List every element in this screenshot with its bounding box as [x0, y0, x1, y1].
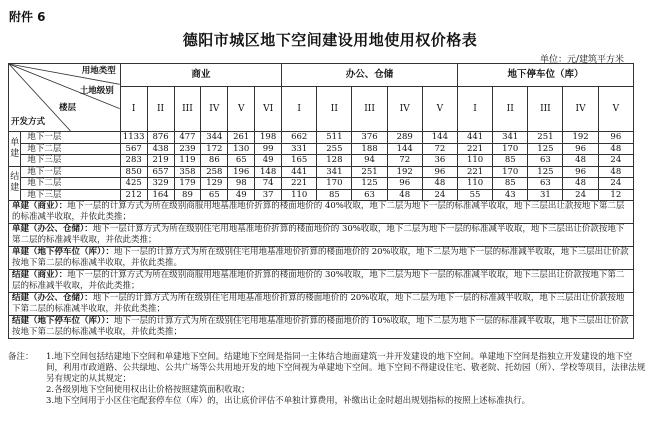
table-row	[9, 143, 634, 155]
floor-label: 楼层	[59, 103, 77, 113]
price-cell: 170	[317, 178, 352, 190]
grade-header: IV	[201, 87, 228, 132]
price-cell: 48	[563, 155, 598, 167]
floor-cell: 地下一层	[21, 132, 120, 144]
price-cell: 876	[147, 132, 174, 144]
grade-header: VI	[255, 87, 282, 132]
price-cell: 63	[528, 155, 563, 167]
price-cell: 376	[352, 132, 387, 144]
price-cell: 438	[147, 143, 174, 155]
price-cell: 86	[201, 155, 228, 167]
note-row	[9, 293, 634, 316]
price-cell: 251	[352, 166, 387, 178]
price-cell: 219	[147, 155, 174, 167]
price-cell: 96	[563, 143, 598, 155]
price-cell: 128	[317, 155, 352, 167]
price-cell: 850	[120, 166, 147, 178]
attachment-label: 附件 6	[9, 10, 46, 24]
note-label: 结建（地下停车位（库））：	[12, 316, 115, 326]
unit-label: 单位：元/建筑平方米	[539, 55, 624, 65]
price-cell: 31	[528, 189, 563, 201]
grade-header: I	[282, 87, 317, 132]
price-cell: 221	[282, 178, 317, 190]
price-cell: 258	[201, 166, 228, 178]
remark-item: 3.地下空间用于小区住宅配套停车位（库）的，出让底价评估不单独计算费用，补缴出让金时超出规划指标的按照上述标准执行。	[46, 396, 531, 406]
price-table-body	[9, 132, 634, 201]
document-title: 德阳市城区地下空间建设用地使用权价格表	[182, 31, 478, 49]
price-cell: 130	[228, 143, 255, 155]
price-cell: 48	[598, 143, 633, 155]
note-row	[9, 224, 634, 247]
price-cell: 110	[457, 178, 492, 190]
table-row	[9, 178, 634, 190]
price-cell: 125	[352, 178, 387, 190]
floor-cell: 地下二层	[21, 178, 120, 190]
price-cell: 441	[457, 132, 492, 144]
price-cell: 125	[528, 143, 563, 155]
price-cell: 196	[228, 166, 255, 178]
price-cell: 125	[528, 166, 563, 178]
grade-header: II	[317, 87, 352, 132]
floor-cell: 地下一层	[21, 166, 120, 178]
price-cell: 329	[147, 178, 174, 190]
note-text: 地下一层的计算方式为所在级别住宅用地基准地价折算的楼面地价的 20%收取，地下二层为地下一层的标准减半收取，地下三层出让价款按地下第二层的标准减半收取，并依此类推。	[12, 247, 629, 268]
price-cell: 251	[528, 132, 563, 144]
price-cell: 165	[282, 155, 317, 167]
price-cell: 179	[174, 178, 201, 190]
note-row	[9, 201, 634, 224]
price-cell: 85	[317, 189, 352, 201]
land-grade-label: 土地级别	[79, 86, 114, 96]
note-label: 单建（商业）：	[12, 201, 68, 211]
notes-body	[9, 201, 634, 339]
price-cell: 441	[282, 166, 317, 178]
grade-header: V	[228, 87, 255, 132]
price-cell: 144	[387, 143, 422, 155]
grade-header: IV	[563, 87, 598, 132]
price-cell: 12	[598, 189, 633, 201]
price-cell: 164	[147, 189, 174, 201]
price-cell: 43	[493, 189, 528, 201]
price-cell: 48	[422, 178, 457, 190]
note-cell	[9, 247, 634, 270]
price-cell: 144	[422, 132, 457, 144]
dev-mode-cell: 单建	[9, 132, 21, 167]
dev-mode-label: 开发方式	[11, 117, 46, 127]
price-cell: 85	[493, 155, 528, 167]
price-cell: 85	[493, 178, 528, 190]
price-cell: 37	[255, 189, 282, 201]
dev-mode-cell: 结建	[9, 166, 21, 201]
price-cell: 48	[387, 189, 422, 201]
group-parking: 地下停车位（库）	[457, 64, 633, 87]
price-cell: 98	[228, 178, 255, 190]
price-cell: 188	[352, 143, 387, 155]
price-cell: 24	[598, 178, 633, 190]
price-cell: 89	[174, 189, 201, 201]
price-cell: 477	[174, 132, 201, 144]
price-cell: 192	[563, 132, 598, 144]
grade-header: V	[598, 87, 633, 132]
price-cell: 358	[174, 166, 201, 178]
note-row	[9, 316, 634, 339]
grade-header: V	[422, 87, 457, 132]
group-commercial: 商业	[120, 64, 281, 87]
price-cell: 65	[201, 189, 228, 201]
price-cell: 24	[563, 189, 598, 201]
note-row	[9, 247, 634, 270]
price-cell: 119	[174, 155, 201, 167]
price-cell: 511	[317, 132, 352, 144]
price-cell: 172	[201, 143, 228, 155]
price-cell: 283	[120, 155, 147, 167]
price-cell: 662	[282, 132, 317, 144]
price-cell: 49	[228, 189, 255, 201]
price-cell: 170	[493, 166, 528, 178]
price-cell: 221	[457, 166, 492, 178]
price-cell: 24	[422, 189, 457, 201]
price-cell: 148	[255, 166, 282, 178]
price-cell: 212	[120, 189, 147, 201]
price-cell: 657	[147, 166, 174, 178]
note-cell	[9, 293, 634, 316]
note-cell	[9, 316, 634, 339]
table-row	[9, 166, 634, 178]
price-cell: 72	[422, 143, 457, 155]
note-text: 地下一层的计算方式为所在级别住宅用地基准地价折算的楼面地价的 10%收取，地下二层为地下一层的标准减半收取，地下三层出让价款按地下第二层的标准减半收取，并依此类推；	[12, 316, 629, 337]
floor-cell: 地下三层	[21, 189, 120, 201]
price-cell: 36	[422, 155, 457, 167]
note-label: 单建（地下停车位（库））：	[12, 247, 115, 257]
price-cell: 221	[457, 143, 492, 155]
header-corner-cell	[9, 64, 121, 132]
price-cell: 55	[457, 189, 492, 201]
table-row	[9, 189, 634, 201]
price-cell: 425	[120, 178, 147, 190]
floor-cell: 地下二层	[21, 143, 120, 155]
price-cell: 129	[201, 178, 228, 190]
table-row	[9, 155, 634, 167]
price-cell: 72	[387, 155, 422, 167]
remark-item: 2.各级别地下空间使用权出让价格按照建筑面积收取；	[46, 385, 250, 395]
price-cell: 74	[255, 178, 282, 190]
grade-header: I	[120, 87, 147, 132]
price-cell: 239	[174, 143, 201, 155]
price-cell: 99	[255, 143, 282, 155]
remarks	[8, 352, 648, 407]
price-cell: 96	[387, 178, 422, 190]
price-cell: 48	[563, 178, 598, 190]
price-cell: 48	[598, 166, 633, 178]
note-label: 结建（办公、仓储）：	[12, 293, 93, 303]
price-cell: 63	[528, 178, 563, 190]
floor-cell: 地下三层	[21, 155, 120, 167]
note-cell	[9, 224, 634, 247]
price-cell: 94	[352, 155, 387, 167]
price-cell: 192	[387, 166, 422, 178]
grade-header: II	[147, 87, 174, 132]
group-office-storage: 办公、仓储	[282, 64, 458, 87]
note-text: 地下一层的计算方式为所在级别商服用地基准地价折算的楼面地价的 40%收取，地下二层为地下一层的标准减半收取，地下三层出让款按地下第二层的标准减半收取，并依此类推；	[12, 201, 625, 222]
price-cell: 341	[317, 166, 352, 178]
remarks-label: 备注：	[8, 352, 34, 362]
grade-header: II	[493, 87, 528, 132]
grade-header: III	[174, 87, 201, 132]
note-row	[9, 270, 634, 293]
land-type-label: 用地类型	[81, 66, 116, 76]
grade-header: IV	[387, 87, 422, 132]
price-cell: 289	[387, 132, 422, 144]
grade-header: III	[352, 87, 387, 132]
price-cell: 96	[563, 166, 598, 178]
price-cell: 24	[598, 155, 633, 167]
price-cell: 110	[282, 189, 317, 201]
note-text: 地下一层计算方式为所在级别住宅用地基准地价折算的楼面地价的 30%收取，地下二层为地下一层的标准减半收取，地下三层出让价款按地下第二层的标准减半收取，并依此类推；	[12, 224, 625, 245]
grade-header: III	[528, 87, 563, 132]
price-table	[8, 63, 634, 339]
note-label: 结建（商业）：	[12, 270, 68, 280]
table-row	[9, 132, 634, 144]
grade-header: I	[457, 87, 492, 132]
price-cell: 198	[255, 132, 282, 144]
price-cell: 261	[228, 132, 255, 144]
price-cell: 110	[457, 155, 492, 167]
price-cell: 96	[598, 132, 633, 144]
note-label: 单建（办公、仓储）：	[12, 224, 93, 234]
price-cell: 65	[228, 155, 255, 167]
note-cell	[9, 270, 634, 293]
note-text: 地下一层的计算方式为所在级别住宅用地基准地价折算的楼面地价的 20%收取，地下二层为地下一层的标准减半收取，地下三层出让价款按地下第二层的标准减半收取，并依此类推；	[12, 293, 625, 314]
price-cell: 170	[493, 143, 528, 155]
note-cell	[9, 201, 634, 224]
note-text: 地下一层的计算方式为所在级别商服用地基准地价折算的楼面地价的 30%收取，地下二层为地下一层的标准减半收取，地下三层出让价款按地下第二层的标准减半收取，并依此类推；	[12, 270, 625, 291]
price-cell: 96	[422, 166, 457, 178]
price-cell: 331	[282, 143, 317, 155]
price-cell: 344	[201, 132, 228, 144]
price-cell: 341	[493, 132, 528, 144]
price-cell: 1133	[120, 132, 147, 144]
price-cell: 63	[352, 189, 387, 201]
remark-item: 1.地下空间包括结建地下空间和单建地下空间。结建地下空间是指同一主体结合地面建筑一并开发建设的地下空间。单建地下空间是指独立开发建设的地下空间，利用市政道路、公共绿地、公共广场等公共用地开发的地下空间视为单建地下空间。地下空间不得建设住宅、敬老院、托幼园（所）、学校等项目，法律法规另有规定的从其规定；	[46, 352, 646, 384]
price-cell: 567	[120, 143, 147, 155]
price-cell: 255	[317, 143, 352, 155]
price-cell: 49	[255, 155, 282, 167]
